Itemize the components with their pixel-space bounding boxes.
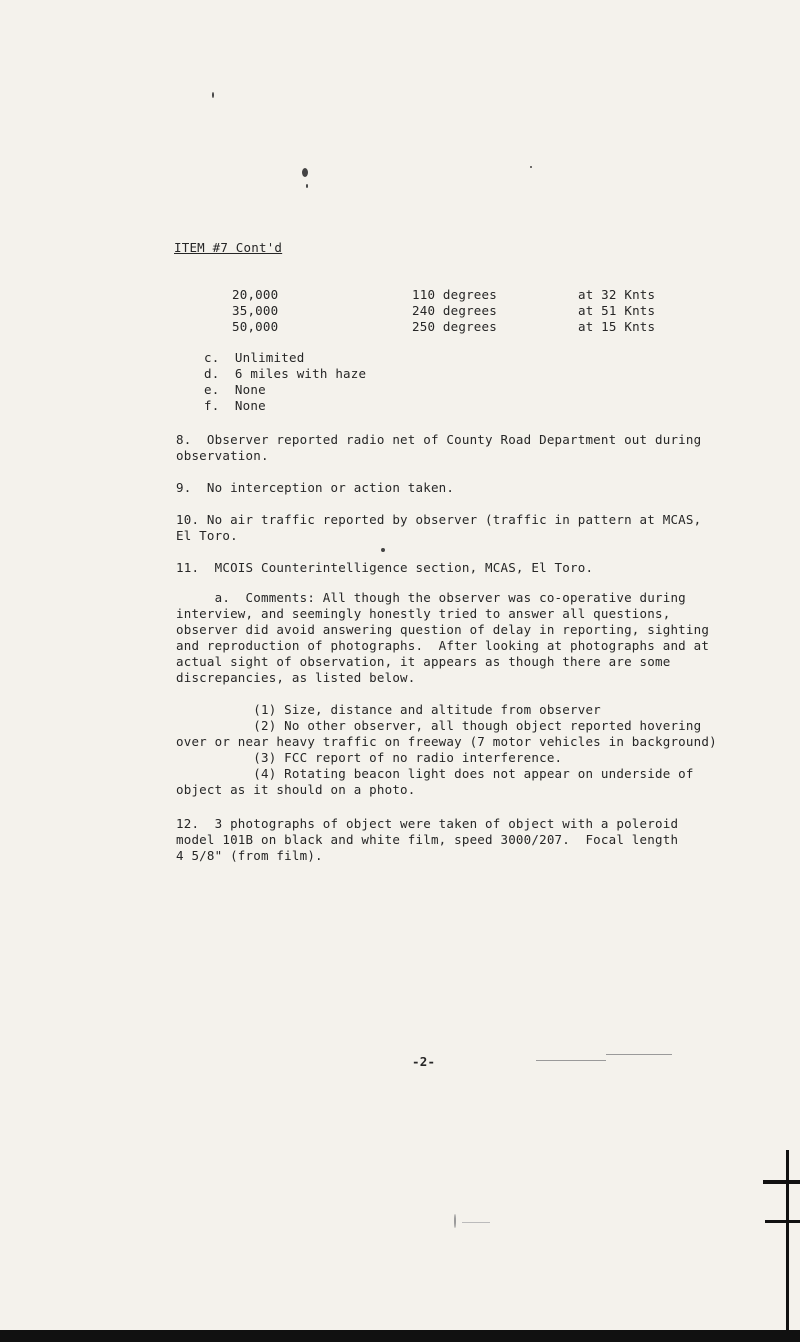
scan-speck — [306, 184, 308, 188]
discrepancy-line: over or near heavy traffic on freeway (7 motor vehicles in background) — [176, 734, 717, 749]
subitem-e: e. None — [204, 382, 266, 397]
comments-line: actual sight of observation, it appears as though there are some — [176, 654, 671, 669]
comments-line: discrepancies, as listed below. — [176, 670, 416, 685]
item-8-line: 8. Observer reported radio net of County Road Department out during — [176, 432, 702, 447]
scan-smudge — [536, 1060, 606, 1061]
discrepancy-line: (1) Size, distance and altitude from observer — [176, 702, 601, 717]
item-11: 11. MCOIS Counterintelligence section, MCAS, El Toro. — [176, 560, 594, 575]
page-bottom-edge — [0, 1330, 800, 1342]
wind-speed: at 32 Knts — [578, 287, 656, 302]
subitem-f: f. None — [204, 398, 266, 413]
section-heading: ITEM #7 Cont'd — [174, 240, 283, 255]
scan-speck — [381, 548, 385, 552]
item-9: 9. No interception or action taken. — [176, 480, 455, 495]
item-10-line: 10. No air traffic reported by observer (traffic in pattern at MCAS, — [176, 512, 702, 527]
wind-altitude: 50,000 — [232, 319, 279, 334]
subitem-c: c. Unlimited — [204, 350, 305, 365]
wind-speed: at 51 Knts — [578, 303, 656, 318]
wind-altitude: 35,000 — [232, 303, 279, 318]
comments-line: and reproduction of photographs. After looking at photographs and at — [176, 638, 710, 653]
wind-altitude: 20,000 — [232, 287, 279, 302]
discrepancy-line: object as it should on a photo. — [176, 782, 416, 797]
item-8-line: observation. — [176, 448, 269, 463]
discrepancy-line: (3) FCC report of no radio interference. — [176, 750, 563, 765]
binding-mark — [786, 1150, 789, 1342]
scan-speck — [212, 92, 214, 98]
item-12-line: 4 5/8" (from film). — [176, 848, 323, 863]
binding-mark — [763, 1180, 800, 1184]
wind-direction: 240 degrees — [412, 303, 497, 318]
scan-smudge — [462, 1222, 490, 1223]
item-10-line: El Toro. — [176, 528, 238, 543]
item-12-line: 12. 3 photographs of object were taken of object with a poleroid — [176, 816, 679, 831]
scan-speck — [302, 168, 308, 177]
subitem-d: d. 6 miles with haze — [204, 366, 367, 381]
comments-line: a. Comments: All though the observer was co-operative during — [176, 590, 686, 605]
binding-mark — [765, 1220, 800, 1223]
wind-direction: 110 degrees — [412, 287, 497, 302]
comments-line: interview, and seemingly honestly tried to answer all questions, — [176, 606, 671, 621]
discrepancy-line: (2) No other observer, all though object reported hovering — [176, 718, 702, 733]
scan-smudge — [606, 1054, 672, 1055]
item-12-line: model 101B on black and white film, speed 3000/207. Focal length — [176, 832, 679, 847]
wind-speed: at 15 Knts — [578, 319, 656, 334]
scan-speck — [454, 1214, 456, 1228]
discrepancy-line: (4) Rotating beacon light does not appear on underside of — [176, 766, 694, 781]
page-number: -2- — [412, 1054, 436, 1069]
scan-speck — [530, 166, 532, 168]
wind-direction: 250 degrees — [412, 319, 497, 334]
comments-line: observer did avoid answering question of delay in reporting, sighting — [176, 622, 710, 637]
